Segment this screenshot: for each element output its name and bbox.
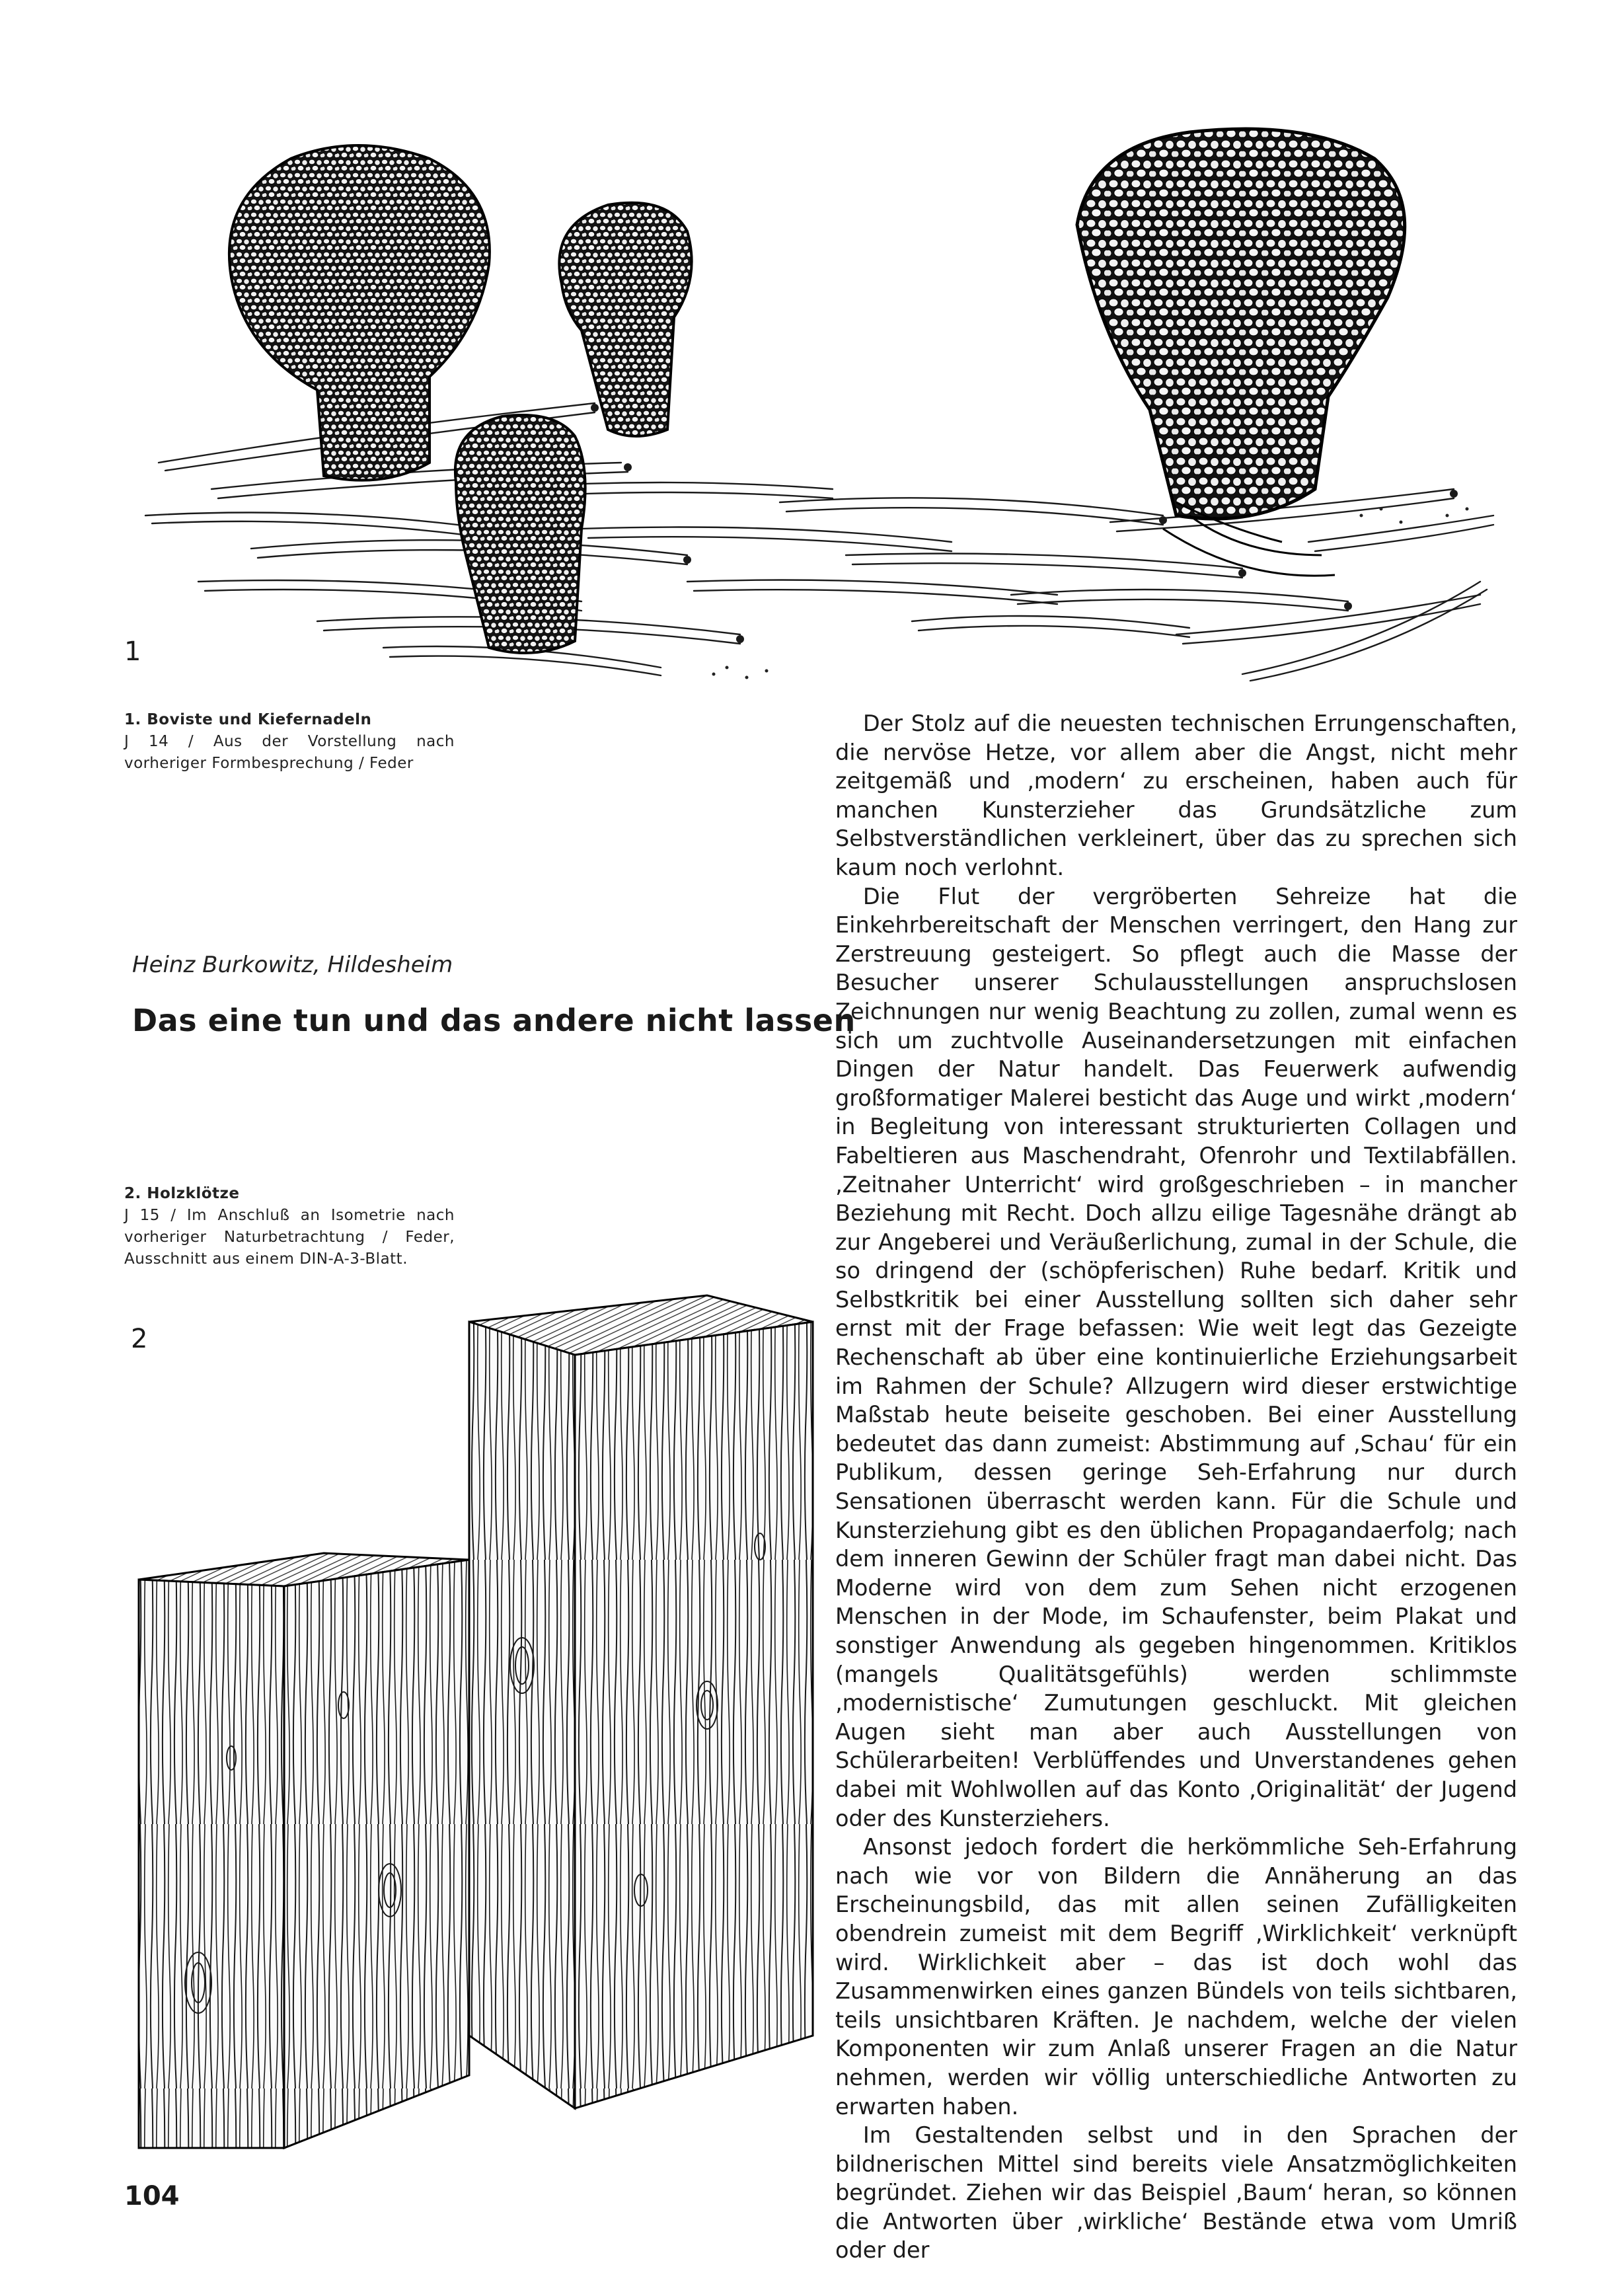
figure-2-number: 2 [131, 1324, 148, 1354]
figure-1-number: 1 [124, 636, 141, 667]
figure-1-caption-text: J 14 / Aus der Vorstellung nach vorheriger Formbesprechung / Feder [124, 733, 455, 772]
figure-2-drawing [126, 1295, 819, 2148]
figure-1-caption-title: 1. Boviste und Kiefernadeln [124, 711, 372, 728]
article-title: Das eine tun und das andere nicht lassen [132, 1003, 856, 1038]
author-byline: Heinz Burkowitz, Hildesheim [132, 952, 453, 978]
page-number: 104 [124, 2181, 180, 2211]
article-paragraph: Im Gestaltenden selbst und in den Sprachen der bildnerischen Mittel sind bereits viele Ansatzmöglichkeiten begründet. Ziehen wir das Beispiel ‚Baum‘ heran, so können die Antworten über ‚wirkliche‘ Bestände etwa vom Umriß oder der [835, 2122, 1517, 2264]
figure-2-caption-text: J 15 / Im Anschluß an Isometrie nach vorheriger Naturbetrachtung / Feder, Ausschnitt aus einem DIN-A-3-Blatt. [124, 1207, 455, 1268]
figure-2-caption-title: 2. Holzklötze [124, 1185, 240, 1202]
article-paragraph: Die Flut der vergröberten Sehreize hat die Einkehrbereitschaft der Menschen verringert, den Hang zur Zerstreuung gesteigert. So pflegt auch die Masse der Besucher unserer Schulausstellungen anspruchslosen Zeichnungen nur wenig Beachtung zu zollen, zumal wenn es sich um zuchtvolle Auseinandersetzungen mit einfachen Dingen der Natur handelt. Das Feuerwerk aufwendig großformatiger Malerei besticht das Auge und wirkt ‚modern‘ in Begleitung von interessant strukturierten Collagen und Fabeltieren aus Maschendraht, Ofenrohr und Textilabfällen. ‚Zeitnaher Unterricht‘ wird großgeschrieben – in mancher Beziehung mit Recht. Doch allzu eilige Tagesnähe drängt ab zur Angeberei und Veräußerlichung, zumal in der Schule, die so dringend der (schöpferischen) Ruhe bedarf. Kritik und Selbstkritik bei einer Ausstellung sollten sich daher sehr ernst mit der Frage befassen: Wie weit legt das Gezeigte Rechenschaft ab über eine kontinuierliche Erziehungsarbeit im Rahmen der Schule? Allzugern wird dieser erstwichtige Maßstab heute beiseite geschoben. Bei einer Ausstellung bedeutet das dann zumeist: Abstimmung auf ‚Schau‘ für ein Publikum, dessen geringe Seh-Erfahrung nur durch Sensationen überrascht werden kann. Für die Schule und Kunsterziehung gibt es den üblichen Propagandaerfolg; nach dem inneren Gewinn der Schüler fragt man dabei nicht. Das Moderne wird von dem zum Sehen nicht erzogenen Menschen in der Mode, im Schaufenster, beim Plakat und sonstiger Anwendung als gegeben hingenommen. Kritiklos (mangels Qualitätsgefühls) werden schlimmste ‚modernistische‘ Zumutungen geschluckt. Mit gleichen Augen sieht man aber auch Ausstellungen von Schülerarbeiten! Verblüffendes und Unverstandenes gehen dabei mit Wohlwollen auf das Konto ‚Originalität‘ der Jugend oder des Kunsterziehers. [835, 883, 1517, 1831]
article-body [835, 709, 1517, 2265]
article-paragraph: Der Stolz auf die neuesten technischen Errungenschaften, die nervöse Hetze, vor allem aber die Angst, nicht mehr zeitgemäß und ‚modern‘ zu erscheinen, haben auch für manchen Kunsterzieher das Grundsätzliche zum Selbstverständlichen verkleinert, über das zu sprechen sich kaum noch verlohnt. [835, 710, 1517, 880]
figure-2-caption [124, 1183, 455, 1270]
article-paragraph: Ansonst jedoch fordert die herkömmliche Seh-Erfahrung nach wie vor von Bildern die Annäherung an das Erscheinungsbild, das mit allen seinen Zufälligkeiten obendrein zumeist mit dem Begriff ‚Wirklichkeit‘ verknüpft wird. Wirklichkeit aber – das ist doch wohl das Zusammenwirken eines ganzen Bündels von teils sichtbaren, teils unsichtbaren Kräften. Je nachdem, welche der vielen Komponenten wir zum Anlaß unserer Fragen an die Natur nehmen, werden wir völlig unterschiedliche Antworten zu erwarten haben. [835, 1834, 1517, 2120]
figure-1-caption [124, 709, 455, 775]
figure-1-drawing [119, 119, 1520, 701]
